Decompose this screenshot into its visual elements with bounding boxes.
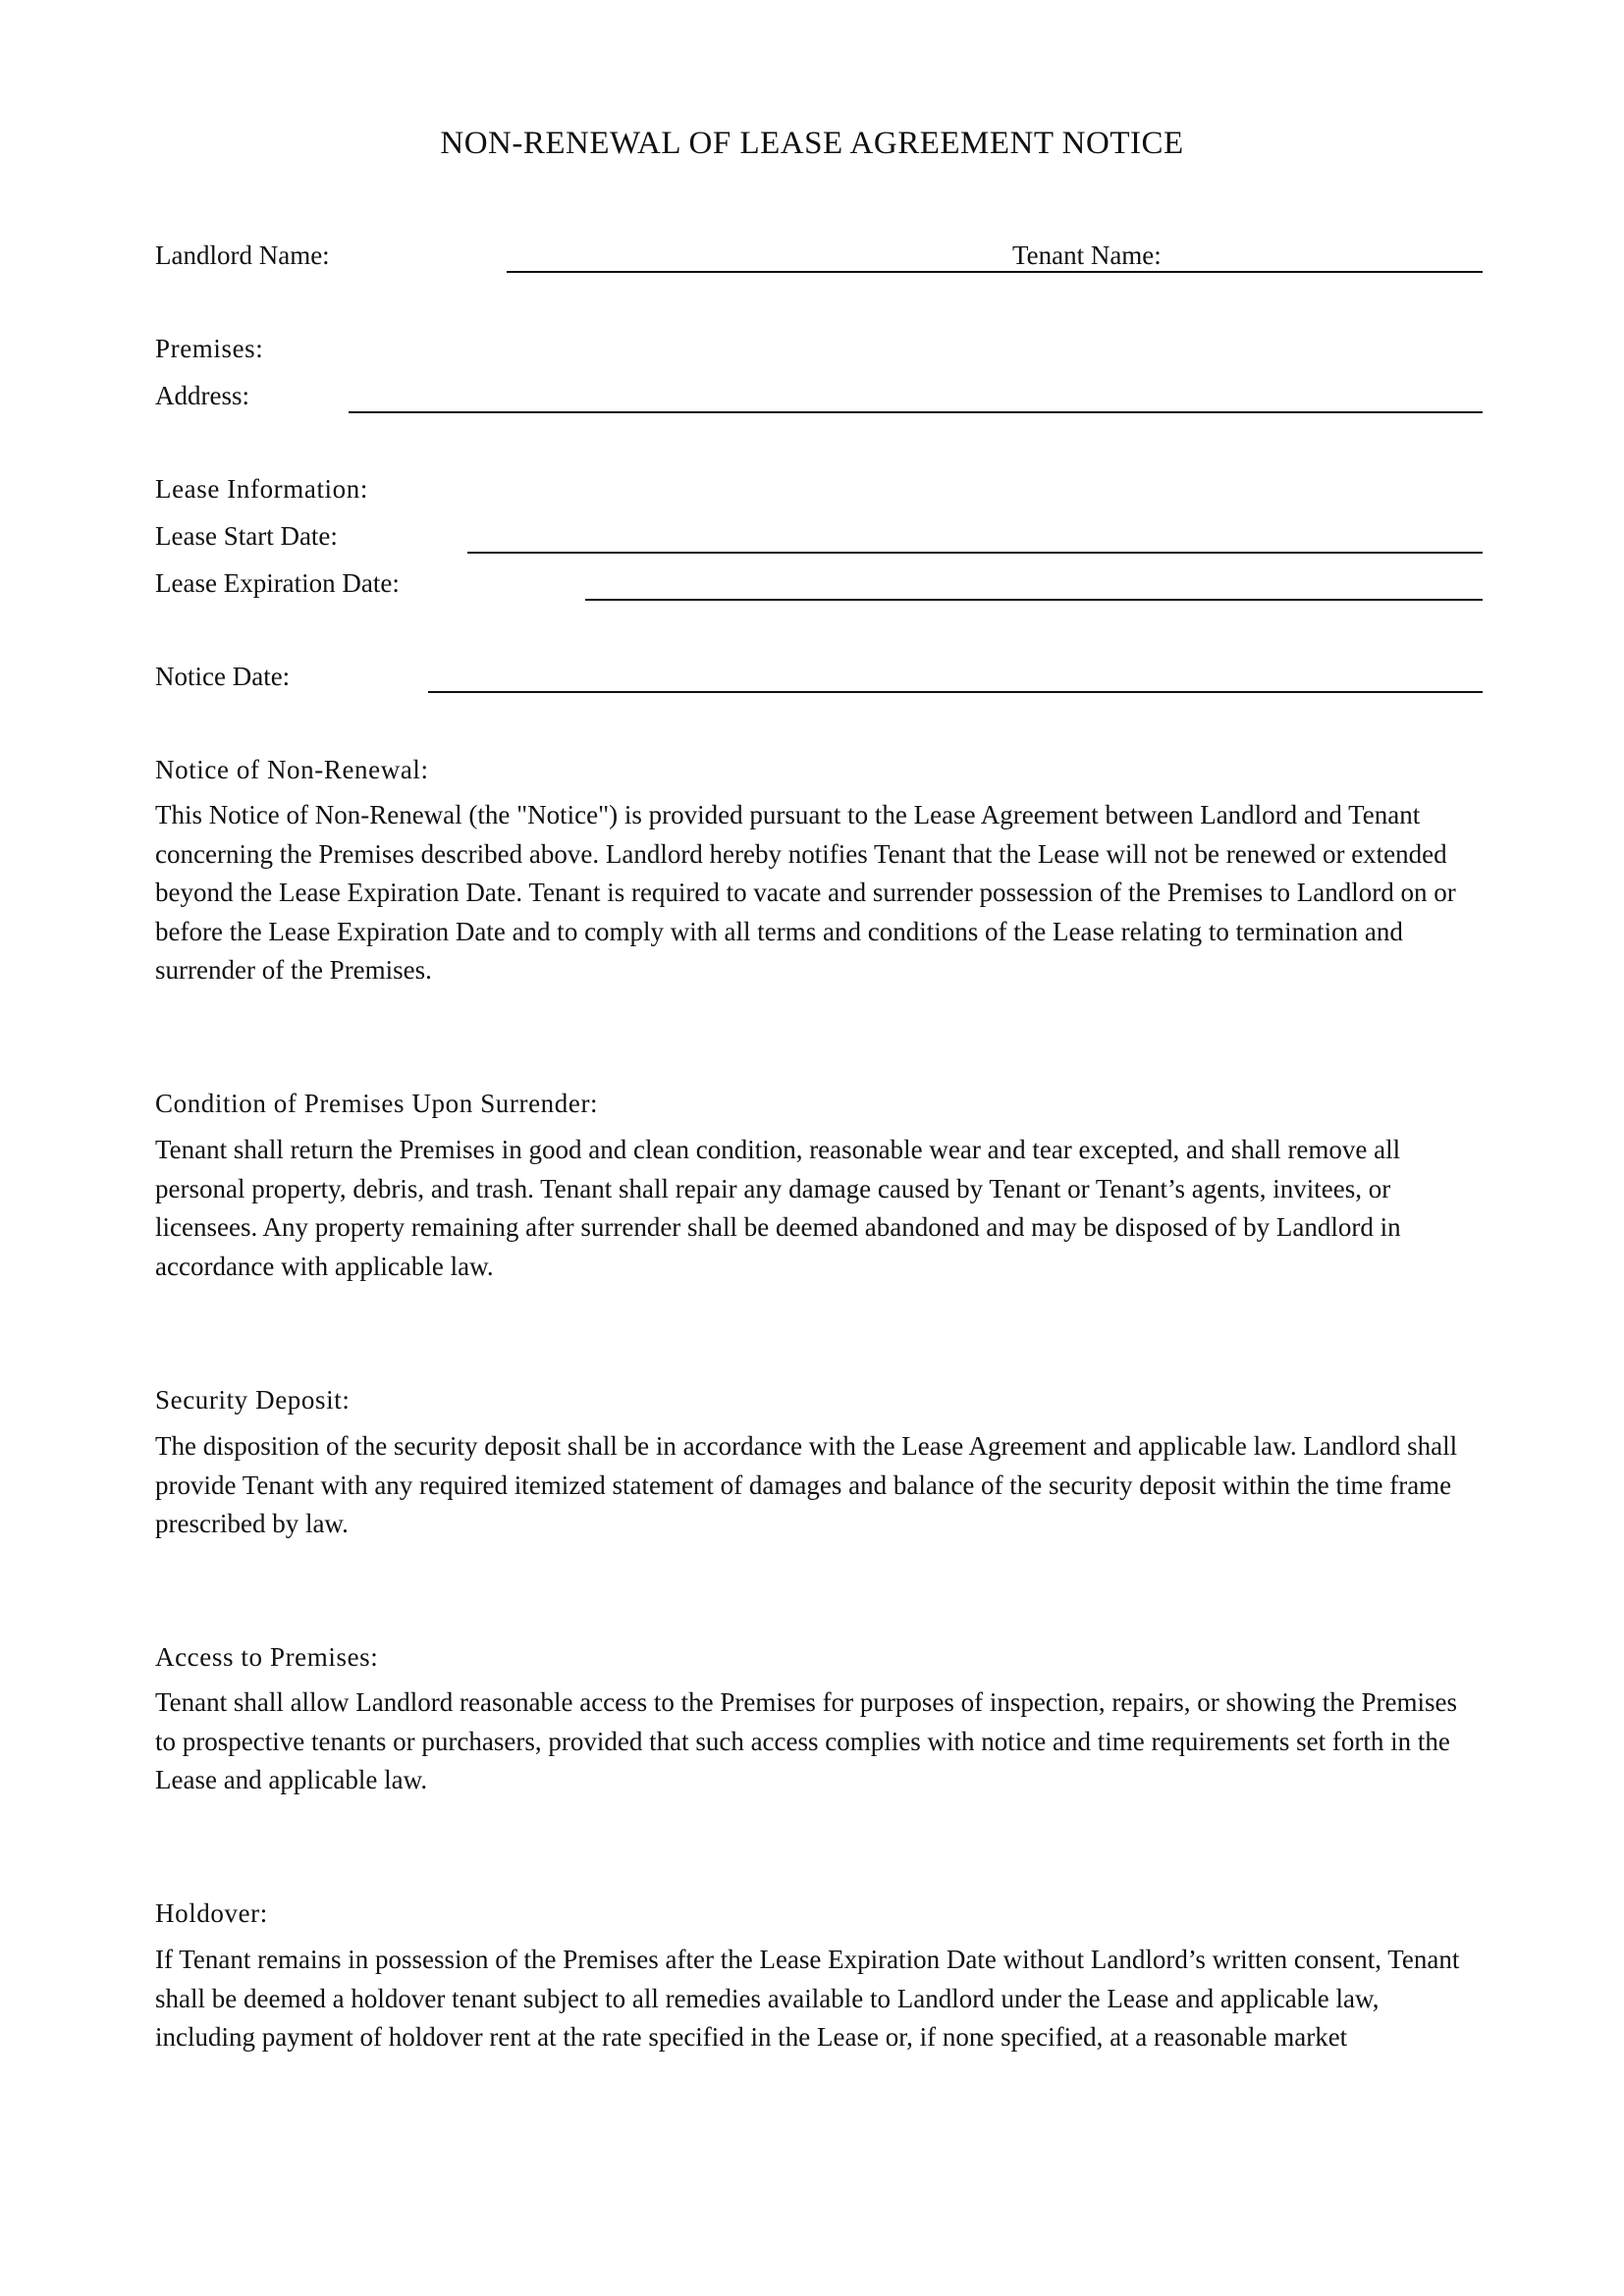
landlord-name-label: Landlord Name: <box>155 240 330 270</box>
section-body-notice-of-non-renewal: This Notice of Non-Renewal (the "Notice") is provided pursuant to the Lease Agreement between Landlord and Tenant concerning the Premises described above. Landlord hereby notifies Tenant that the Lease will not be renewed or extended beyond the Lease Expiration Date. Tenant is required to vacate and surrender possession of the Premises to Landlord on or before the Lease Expiration Date and to comply with all terms and conditions of the Lease relating to termination and surrender of the Premises. <box>155 800 1456 985</box>
lease-start-date-label: Lease Start Date: <box>155 521 338 551</box>
section-heading-notice-of-non-renewal: Notice of Non-Renewal: <box>155 755 429 784</box>
document-title: NON-RENEWAL OF LEASE AGREEMENT NOTICE <box>440 126 1184 161</box>
address-label: Address: <box>155 381 249 410</box>
section-heading-access-to-premises: Access to Premises: <box>155 1642 379 1672</box>
section-heading-security-deposit: Security Deposit: <box>155 1385 351 1415</box>
lease-expiration-date-line[interactable] <box>585 599 1483 601</box>
premises-label: Premises: <box>155 334 264 363</box>
section-body-holdover: If Tenant remains in possession of the Premises after the Lease Expiration Date without Landlord’s written consent, Tenant shall be deemed a holdover tenant subject to all remedies available to Landlord under the Lease and applicable law, including payment of holdover rent at the rate specified in the Lease or, if none specified, at a reasonable market <box>155 1945 1460 2052</box>
tenant-name-label: Tenant Name: <box>1012 240 1162 270</box>
address-line[interactable] <box>349 411 1483 413</box>
lease-start-date-line[interactable] <box>467 552 1483 554</box>
notice-date-line[interactable] <box>428 691 1483 693</box>
lease-expiration-date-label: Lease Expiration Date: <box>155 568 400 598</box>
section-body-security-deposit: The disposition of the security deposit shall be in accordance with the Lease Agreement and applicable law. Landlord shall provide Tenant with any required itemized statement of damages and balance of the security deposit within the time frame prescribed by law. <box>155 1431 1458 1538</box>
landlord-name-line[interactable] <box>507 271 1483 273</box>
notice-date-label: Notice Date: <box>155 662 291 691</box>
section-body-condition-of-premises: Tenant shall return the Premises in good and clean condition, reasonable wear and tear excepted, and shall remove all personal property, debris, and trash. Tenant shall repair any damage caused by Tenant or Tenant’s agents, invitees, or licensees. Any property remaining after surrender shall be deemed abandoned and may be disposed of by Landlord in accordance with applicable law. <box>155 1135 1401 1281</box>
section-body-access-to-premises: Tenant shall allow Landlord reasonable access to the Premises for purposes of inspection, repairs, or showing the Premises to prospective tenants or purchasers, provided that such access complies with notice and time requirements set forth in the Lease and applicable law. <box>155 1687 1458 1794</box>
section-heading-condition-of-premises: Condition of Premises Upon Surrender: <box>155 1089 599 1118</box>
lease-information-label: Lease Information: <box>155 474 368 504</box>
section-heading-holdover: Holdover: <box>155 1898 268 1928</box>
